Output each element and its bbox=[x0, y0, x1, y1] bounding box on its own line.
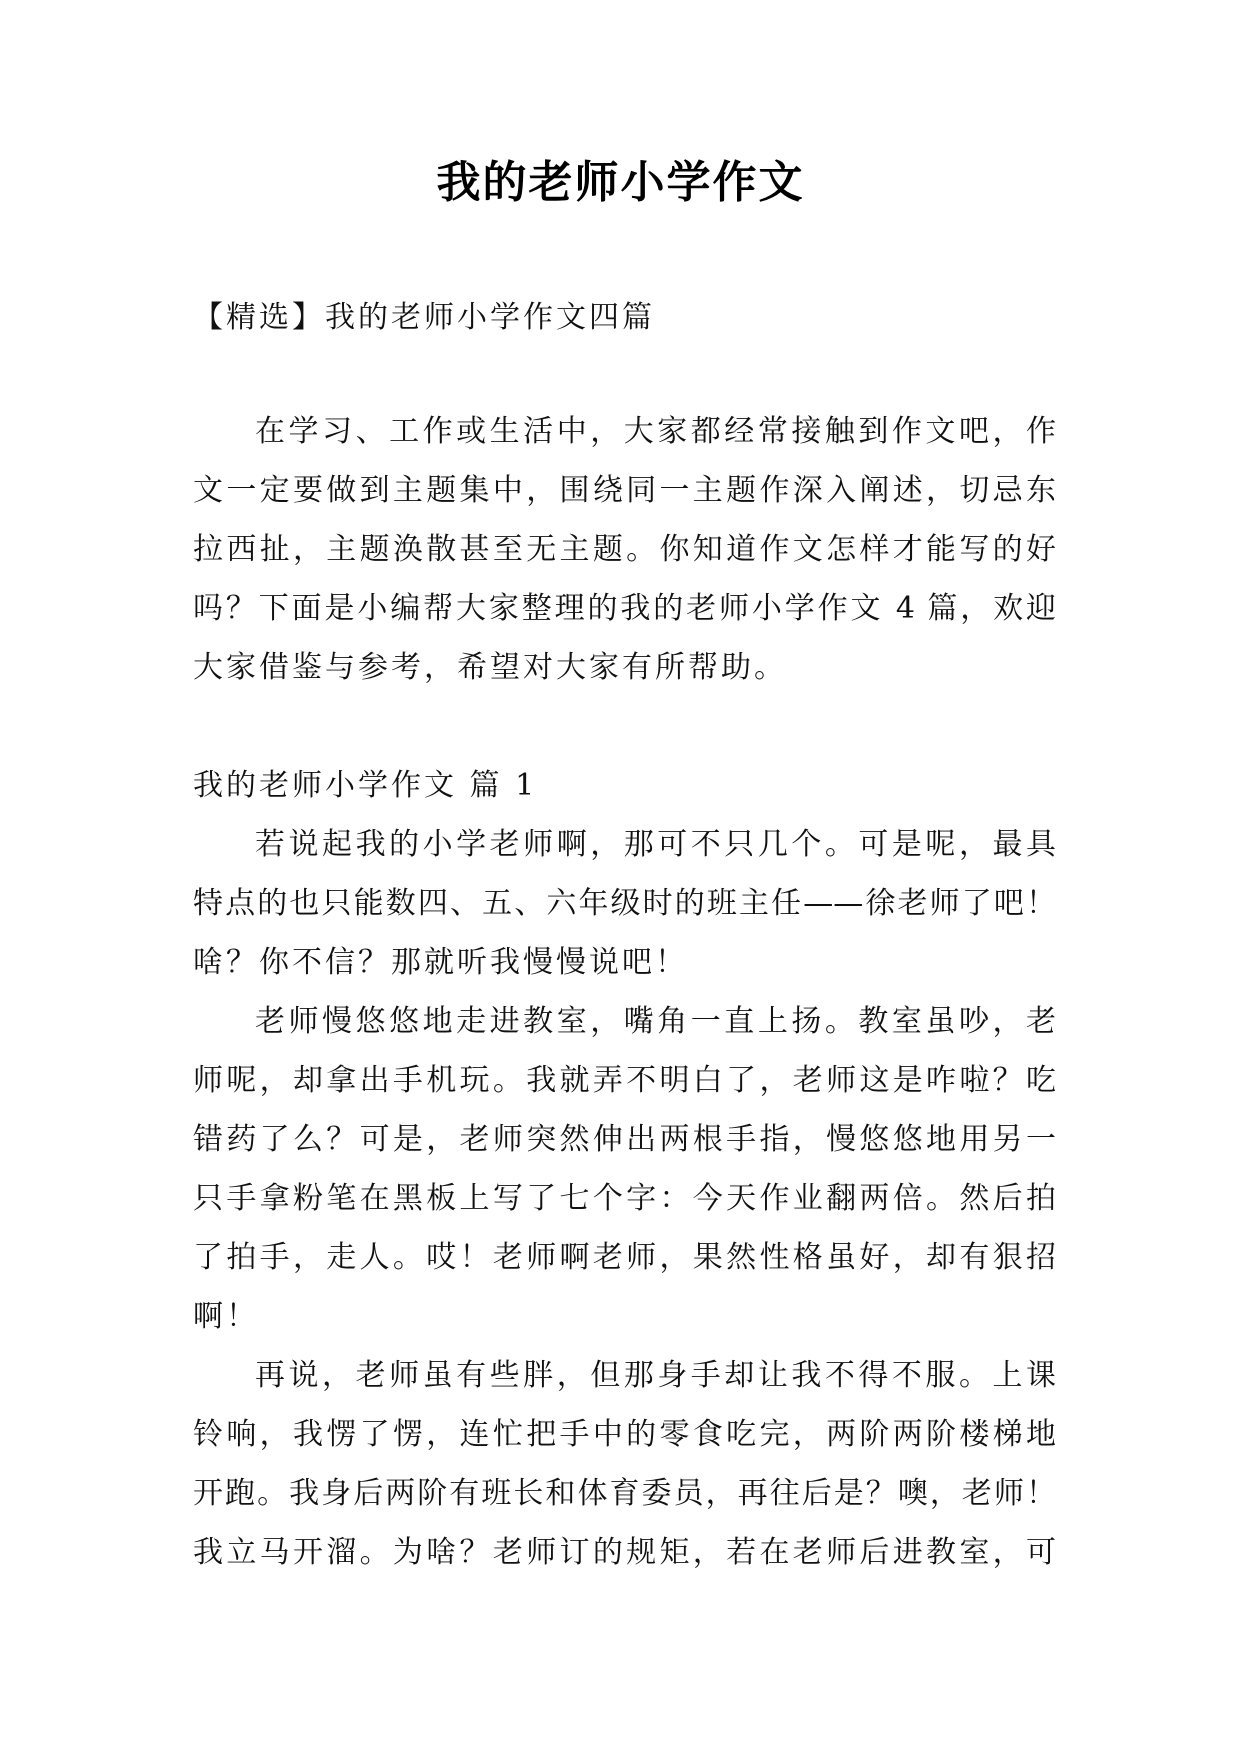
text-line: 师呢，却拿出手机玩。我就弄不明白了，老师这是咋啦？吃 bbox=[193, 1063, 1056, 1098]
document-subtitle-block bbox=[193, 288, 1056, 347]
text-line: 啥？你不信？那就听我慢慢说吧！ bbox=[193, 945, 688, 980]
document-subtitle: 【精选】我的老师小学作文四篇 bbox=[193, 300, 655, 335]
text-line: 了拍手，走人。哎！老师啊老师，果然性格虽好，却有狠招 bbox=[193, 1240, 1056, 1275]
essay-paragraph bbox=[193, 992, 1056, 1346]
text-line: 拉西扯，主题涣散甚至无主题。你知道作文怎样才能写的好 bbox=[193, 532, 1056, 567]
text-line: 特点的也只能数四、五、六年级时的班主任——徐老师了吧！ bbox=[193, 886, 1056, 921]
text-line: 老师慢悠悠地走进教室，嘴角一直上扬。教室虽吵，老 bbox=[255, 1004, 1056, 1039]
text-line: 我立马开溜。为啥？老师订的规矩，若在老师后进教室，可 bbox=[193, 1535, 1056, 1570]
essay-heading: 我的老师小学作文 篇 1 bbox=[193, 768, 538, 803]
text-line: 文一定要做到主题集中，围绕同一主题作深入阐述，切忌东 bbox=[193, 473, 1056, 508]
text-line: 若说起我的小学老师啊，那可不只几个。可是呢，最具 bbox=[255, 827, 1056, 862]
document-title: 我的老师小学作文 bbox=[436, 157, 805, 208]
essay-section bbox=[193, 756, 1056, 1582]
text-line: 只手拿粉笔在黑板上写了七个字：今天作业翻两倍。然后拍 bbox=[193, 1181, 1056, 1216]
essay-paragraph bbox=[193, 1346, 1056, 1582]
intro-paragraph bbox=[193, 402, 1056, 697]
text-line: 在学习、工作或生活中，大家都经常接触到作文吧，作 bbox=[255, 414, 1056, 449]
text-line: 大家借鉴与参考，希望对大家有所帮助。 bbox=[193, 650, 787, 685]
text-line: 错药了么？可是，老师突然伸出两根手指，慢悠悠地用另一 bbox=[193, 1122, 1056, 1157]
essay-paragraph bbox=[193, 815, 1056, 992]
text-line: 开跑。我身后两阶有班长和体育委员，再往后是？噢，老师！ bbox=[193, 1476, 1056, 1511]
text-line: 啊！ bbox=[193, 1299, 259, 1334]
text-line: 铃响，我愣了愣，连忙把手中的零食吃完，两阶两阶楼梯地 bbox=[193, 1417, 1056, 1452]
text-line: 吗？下面是小编帮大家整理的我的老师小学作文 4 篇，欢迎 bbox=[193, 591, 1056, 626]
text-line: 再说，老师虽有些胖，但那身手却让我不得不服。上课 bbox=[255, 1358, 1056, 1393]
